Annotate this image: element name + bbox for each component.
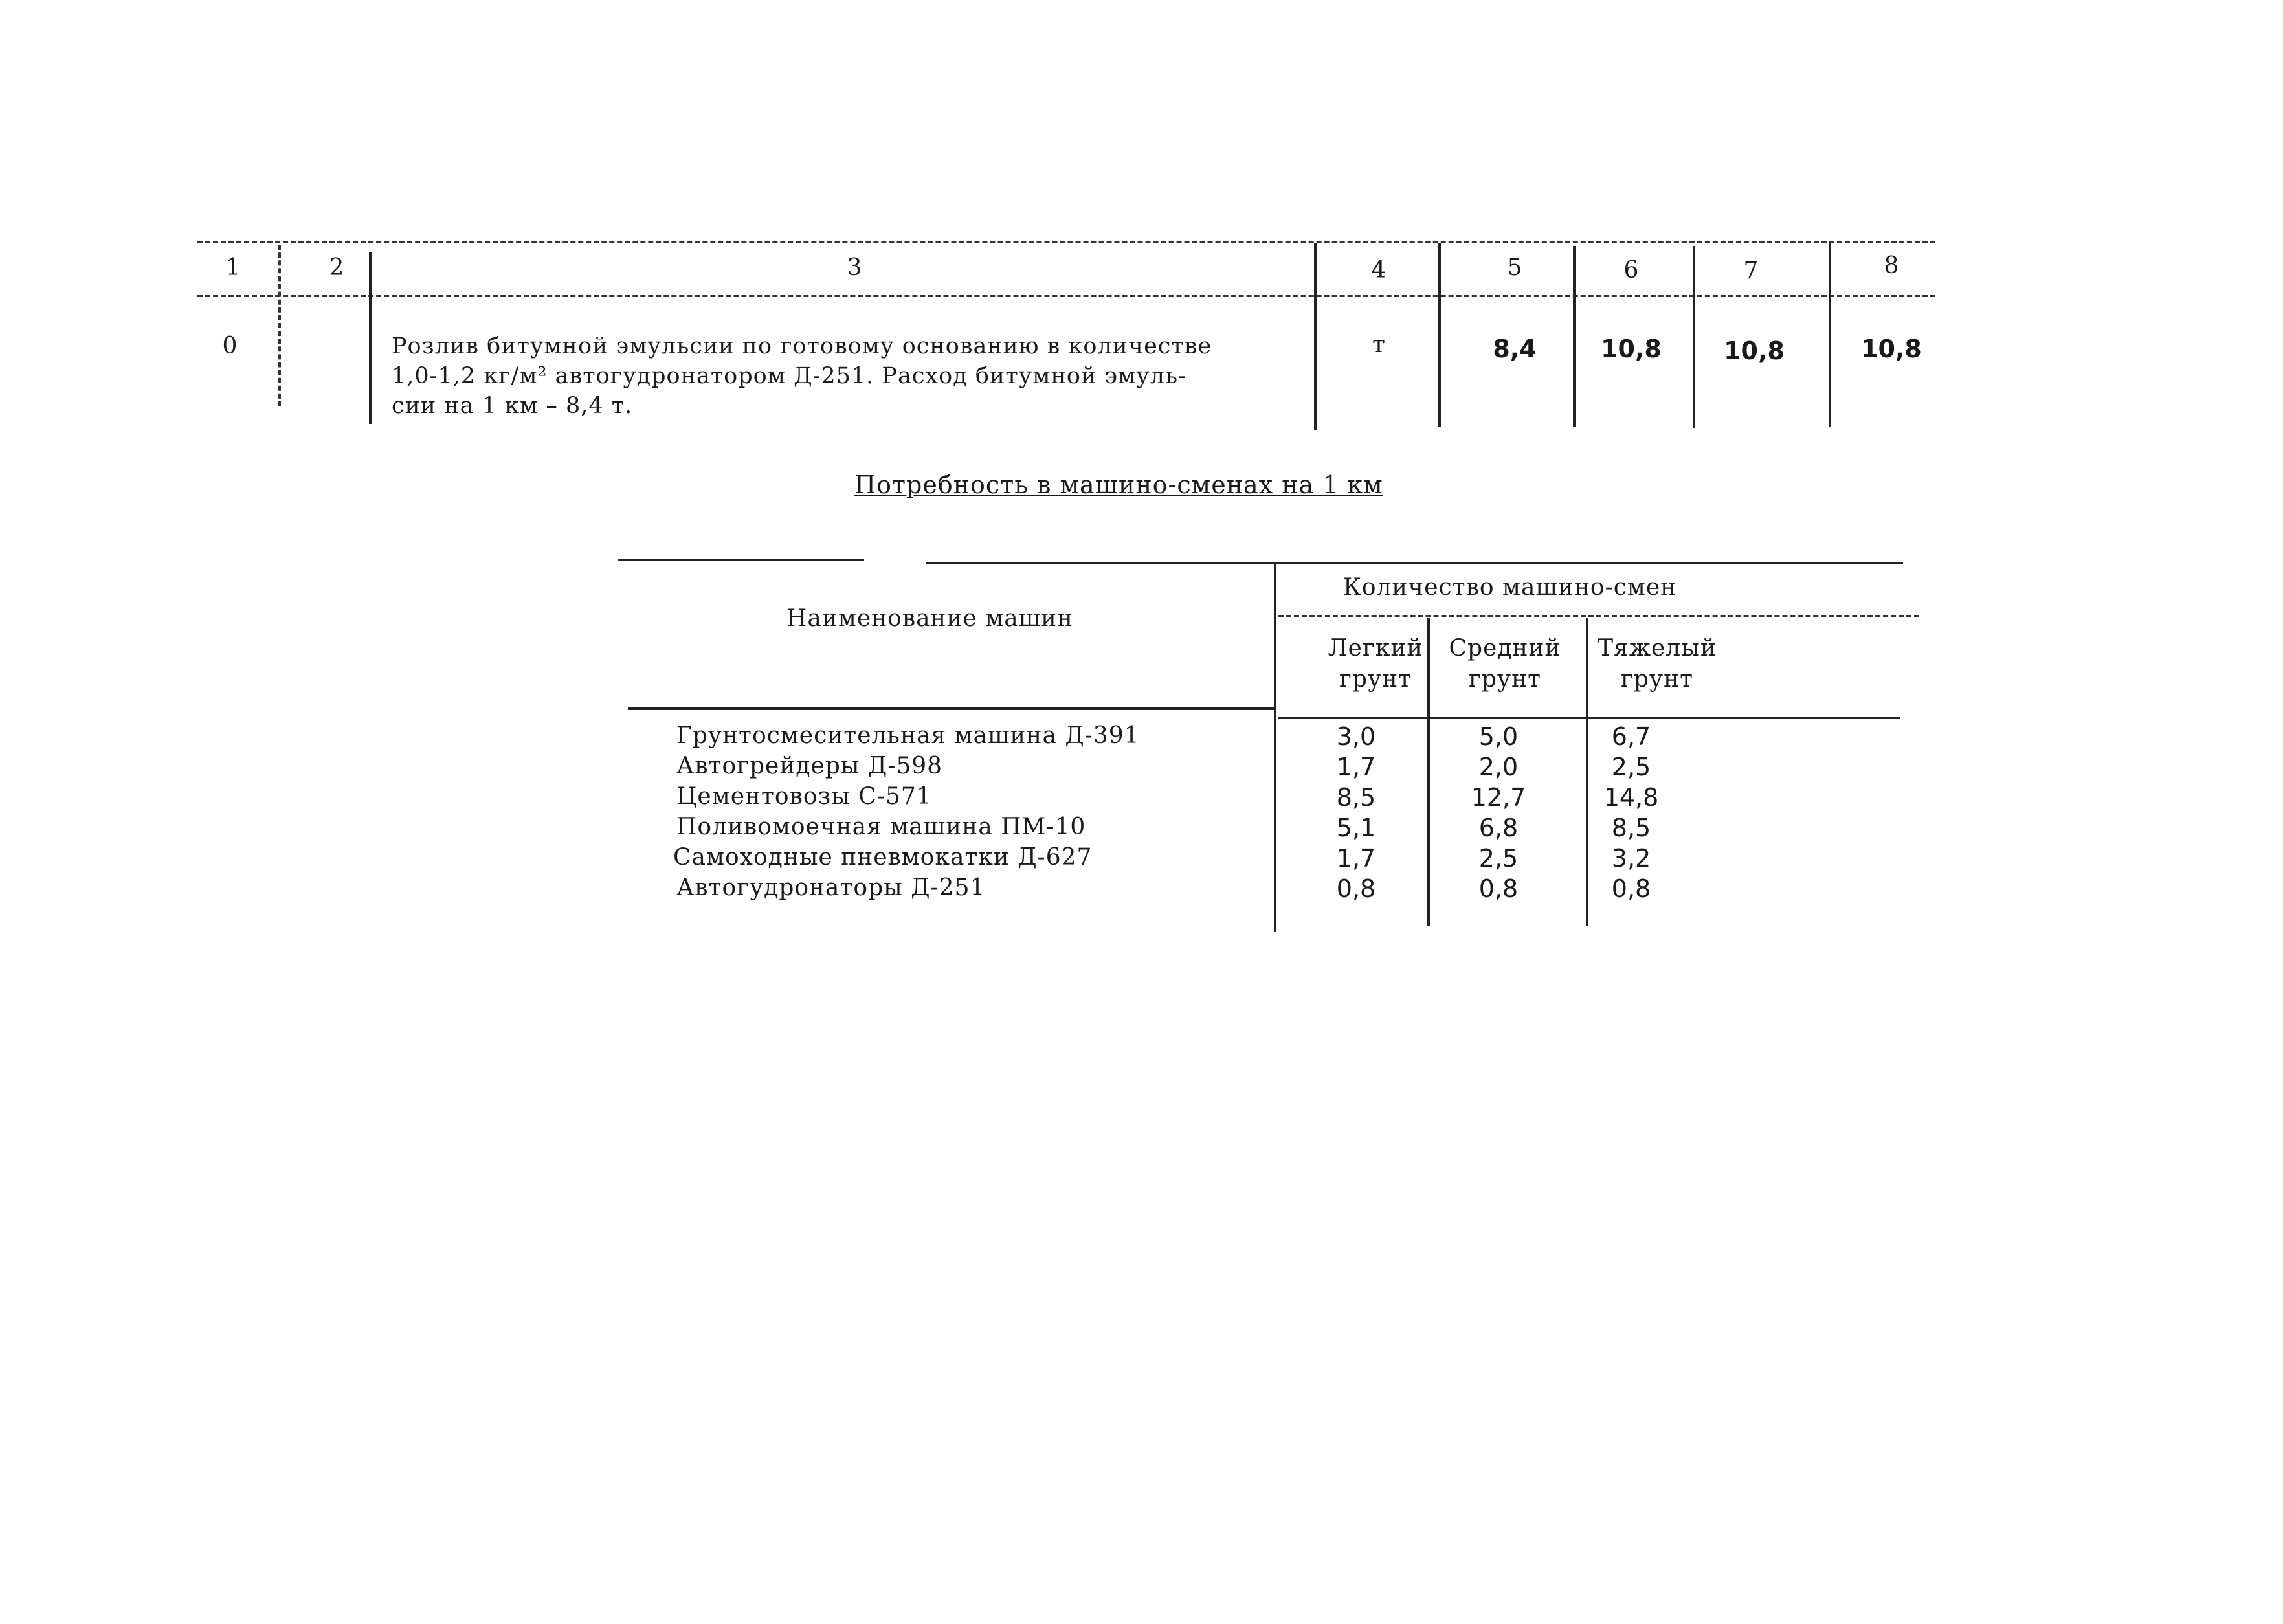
machine-medium: 0,8 <box>1478 874 1519 903</box>
col-number-8: 8 <box>1884 252 1899 279</box>
machine-medium: 5,0 <box>1478 722 1519 751</box>
header-quantity: Количество машино-смен <box>1343 574 1677 601</box>
top-table-vsep-3 <box>1314 243 1317 430</box>
machine-table-header-border-left <box>628 707 1275 710</box>
machine-light: 0,8 <box>1336 874 1376 903</box>
top-table-vsep-5 <box>1573 246 1576 427</box>
machine-name: Автогрейдеры Д-598 <box>676 753 943 779</box>
col-number-1: 1 <box>225 254 241 281</box>
col-number-2: 2 <box>329 254 344 281</box>
subheader-medium-line2: грунт <box>1469 666 1541 693</box>
machine-light: 8,5 <box>1336 783 1376 812</box>
machine-light: 1,7 <box>1336 844 1376 873</box>
machine-row-3 <box>0 783 2283 814</box>
subheader-medium-line1: Средний <box>1449 635 1561 662</box>
machine-name: Цементовозы С-571 <box>676 783 932 810</box>
row-description-line-1: Розлив битумной эмульсии по готовому основанию в количестве <box>392 333 1212 359</box>
machine-light: 1,7 <box>1336 753 1376 781</box>
top-table-vsep-6 <box>1693 246 1695 428</box>
machine-table-border-top-left <box>618 559 864 561</box>
machine-heavy: 14,8 <box>1603 783 1659 812</box>
header-machine-name: Наименование машин <box>786 605 1074 632</box>
subheader-heavy <box>1589 633 1725 695</box>
col-number-4: 4 <box>1371 257 1387 284</box>
machine-name: Поливомоечная машина ПМ-10 <box>676 814 1086 840</box>
machine-heavy: 8,5 <box>1611 814 1651 842</box>
col-number-7: 7 <box>1743 258 1759 284</box>
machine-row-6 <box>0 874 2283 905</box>
machine-table-border-top-right <box>926 562 1903 564</box>
machine-table-title: Потребность в машино-сменах на 1 км <box>854 471 1383 499</box>
row-description-line-2: 1,0-1,2 кг/м² автогудронатором Д-251. Расход битумной эмуль- <box>392 363 1186 389</box>
top-table-border-top <box>197 241 1935 243</box>
row-description-line-3: сии на 1 км – 8,4 т. <box>392 393 633 419</box>
machine-row-2 <box>0 753 2283 783</box>
top-table-vsep-7 <box>1829 243 1831 427</box>
machine-medium: 2,0 <box>1478 753 1519 781</box>
machine-table-quantity-border <box>1278 615 1919 617</box>
top-table-vsep-1 <box>278 245 281 406</box>
subheader-medium <box>1437 633 1573 695</box>
machine-medium: 12,7 <box>1471 783 1526 812</box>
machine-row-1 <box>0 722 2283 753</box>
machine-table-header-border-right <box>1278 717 1900 719</box>
row-col1-value: 0 <box>222 333 238 359</box>
top-table-header-border <box>197 295 1935 297</box>
row-description <box>392 331 1304 421</box>
row-value-7: 10,8 <box>1724 337 1785 365</box>
top-table-vsep-2 <box>369 252 372 424</box>
top-table-vsep-4 <box>1438 243 1441 427</box>
subheader-light-line2: грунт <box>1339 666 1412 693</box>
subheader-heavy-line1: Тяжелый <box>1598 635 1717 662</box>
machine-row-4 <box>0 814 2283 844</box>
row-value-5: 8,4 <box>1493 335 1537 363</box>
machine-medium: 2,5 <box>1478 844 1519 873</box>
machine-heavy: 3,2 <box>1611 844 1651 873</box>
subheader-light <box>1320 633 1431 695</box>
machine-name: Грунтосмесительная машина Д-391 <box>676 722 1140 749</box>
subheader-light-line1: Легкий <box>1328 635 1423 662</box>
row-value-6: 10,8 <box>1601 335 1662 363</box>
machine-light: 3,0 <box>1336 722 1376 751</box>
machine-light: 5,1 <box>1336 814 1376 842</box>
machine-row-5 <box>0 844 2283 874</box>
row-unit: т <box>1372 331 1385 358</box>
machine-heavy: 0,8 <box>1611 874 1651 903</box>
col-number-6: 6 <box>1623 257 1639 284</box>
machine-heavy: 6,7 <box>1611 722 1651 751</box>
subheader-heavy-line2: грунт <box>1621 666 1693 693</box>
col-number-3: 3 <box>847 254 862 281</box>
machine-name: Самоходные пневмокатки Д-627 <box>673 844 1093 871</box>
machine-heavy: 2,5 <box>1611 753 1651 781</box>
col-number-5: 5 <box>1507 254 1522 281</box>
row-value-8: 10,8 <box>1861 335 1922 363</box>
machine-medium: 6,8 <box>1478 814 1519 842</box>
machine-name: Автогудронаторы Д-251 <box>676 874 986 901</box>
